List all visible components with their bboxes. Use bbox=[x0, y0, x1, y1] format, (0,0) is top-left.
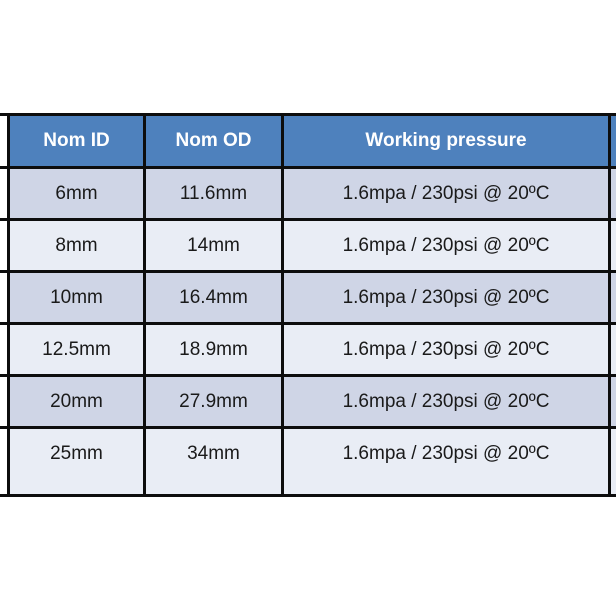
cell-nom-id: 6mm bbox=[9, 168, 145, 220]
header-nom-id: Nom ID bbox=[9, 115, 145, 168]
table-row bbox=[0, 220, 616, 272]
cell-nom-id: 25mm bbox=[9, 428, 145, 496]
cell-working-pressure: 1.6mpa / 230psi @ 20ºC bbox=[283, 428, 610, 496]
table-row bbox=[0, 168, 616, 220]
hose-spec-table bbox=[0, 113, 616, 497]
table-row bbox=[0, 428, 616, 496]
header-row bbox=[0, 115, 616, 168]
cell-cropped-right bbox=[610, 220, 616, 272]
table-row bbox=[0, 324, 616, 376]
cell-cropped-left bbox=[0, 272, 9, 324]
cell-cropped-left bbox=[0, 220, 9, 272]
cell-cropped-right bbox=[610, 376, 616, 428]
header-cell-cropped-right bbox=[610, 115, 616, 168]
cell-cropped-right bbox=[610, 324, 616, 376]
cell-working-pressure: 1.6mpa / 230psi @ 20ºC bbox=[283, 168, 610, 220]
cell-working-pressure: 1.6mpa / 230psi @ 20ºC bbox=[283, 376, 610, 428]
cell-working-pressure: 1.6mpa / 230psi @ 20ºC bbox=[283, 272, 610, 324]
cell-nom-id: 12.5mm bbox=[9, 324, 145, 376]
cell-nom-od: 11.6mm bbox=[145, 168, 283, 220]
header-cell-cropped-left bbox=[0, 115, 9, 168]
header-nom-od: Nom OD bbox=[145, 115, 283, 168]
table-row bbox=[0, 272, 616, 324]
cell-cropped-right bbox=[610, 272, 616, 324]
cell-nom-id: 20mm bbox=[9, 376, 145, 428]
header-working-pressure: Working pressure bbox=[283, 115, 610, 168]
cell-cropped-left bbox=[0, 324, 9, 376]
cell-nom-od: 14mm bbox=[145, 220, 283, 272]
cell-nom-od: 27.9mm bbox=[145, 376, 283, 428]
cell-working-pressure: 1.6mpa / 230psi @ 20ºC bbox=[283, 324, 610, 376]
cell-nom-od: 18.9mm bbox=[145, 324, 283, 376]
cell-working-pressure: 1.6mpa / 230psi @ 20ºC bbox=[283, 220, 610, 272]
cell-nom-id: 10mm bbox=[9, 272, 145, 324]
cell-cropped-left bbox=[0, 376, 9, 428]
cell-nom-od: 34mm bbox=[145, 428, 283, 496]
table-row bbox=[0, 376, 616, 428]
cell-cropped-right bbox=[610, 428, 616, 496]
cell-nom-od: 16.4mm bbox=[145, 272, 283, 324]
cell-cropped-right bbox=[610, 168, 616, 220]
cell-nom-id: 8mm bbox=[9, 220, 145, 272]
cell-cropped-left bbox=[0, 428, 9, 496]
cell-cropped-left bbox=[0, 168, 9, 220]
